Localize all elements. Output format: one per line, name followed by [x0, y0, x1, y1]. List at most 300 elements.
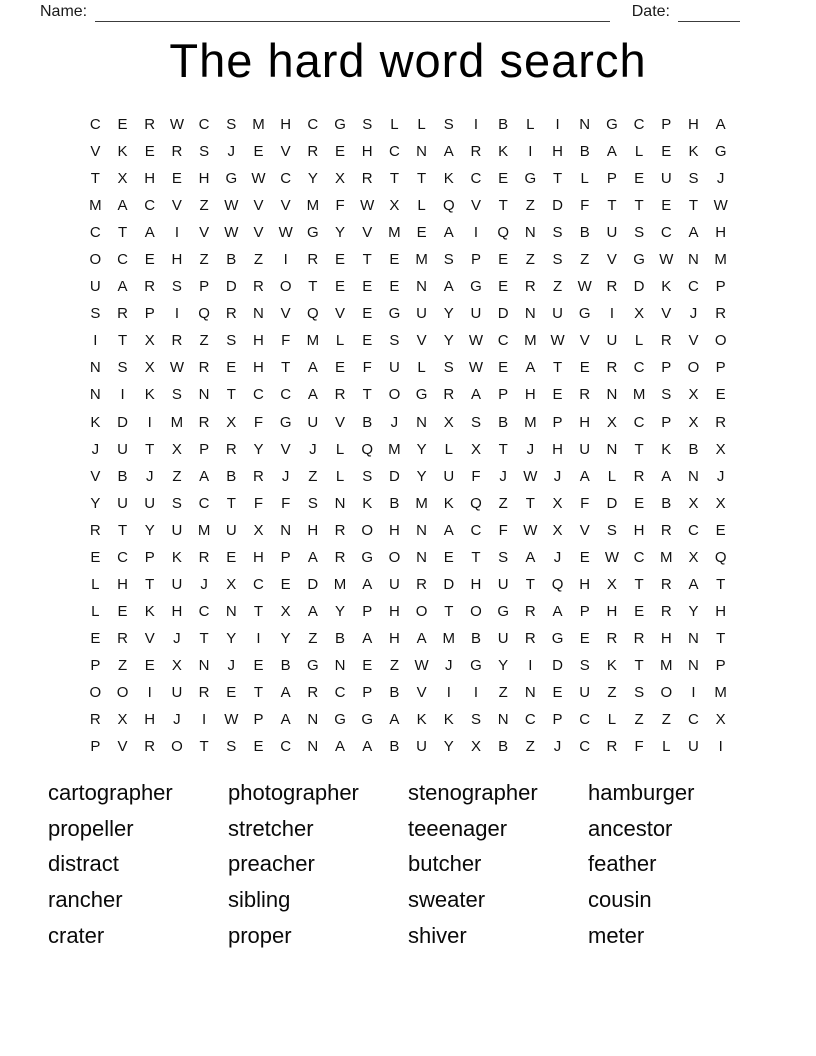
grid-cell: S	[199, 143, 210, 161]
grid-cell: E	[362, 332, 373, 350]
grid-cell: P	[144, 305, 155, 323]
grid-cell: T	[389, 170, 399, 188]
grid-cell: S	[226, 116, 237, 134]
grid-cell: K	[144, 386, 155, 404]
grid-cell: O	[714, 332, 727, 350]
grid-cell: C	[470, 170, 482, 188]
grid-cell: T	[90, 170, 100, 188]
grid-cell: G	[415, 386, 428, 404]
grid-cell: P	[199, 440, 210, 458]
grid-cell: H	[144, 170, 156, 188]
grid-cell: V	[280, 305, 291, 323]
grid-cell: U	[688, 738, 699, 756]
grid-cell: F	[281, 494, 291, 512]
grid-cell: C	[633, 359, 645, 377]
grid-cell: R	[198, 359, 210, 377]
grid-cell: M	[415, 494, 428, 512]
grid-cell: I	[555, 116, 560, 134]
grid-cell: E	[144, 251, 155, 269]
grid-cell: Y	[90, 494, 101, 512]
grid-cell: V	[90, 143, 101, 161]
grid-cell: P	[579, 602, 590, 620]
grid-cell: L	[607, 711, 617, 729]
grid-cell: S	[389, 332, 400, 350]
grid-cell: R	[144, 278, 156, 296]
grid-cell: S	[307, 494, 318, 512]
grid-cell: W	[169, 359, 184, 377]
grid-cell: I	[528, 656, 533, 674]
grid-cell: W	[468, 359, 484, 377]
grid-cell: V	[117, 738, 128, 756]
grid-cell: W	[414, 656, 429, 674]
word-list-item: propeller	[48, 815, 134, 841]
grid-cell: R	[470, 143, 482, 161]
grid-cell: Q	[361, 440, 374, 458]
grid-cell: I	[609, 305, 614, 323]
word-list-item: butcher	[408, 851, 482, 877]
grid-cell: W	[523, 521, 538, 539]
grid-cell: B	[362, 413, 373, 431]
grid-cell: M	[252, 116, 265, 134]
grid-cell: H	[253, 548, 264, 566]
grid-cell: O	[361, 521, 374, 539]
grid-cell: V	[280, 143, 291, 161]
grid-cell: R	[198, 413, 210, 431]
grid-cell: C	[633, 116, 645, 134]
grid-cell: Y	[443, 332, 454, 350]
grid-cell: R	[89, 711, 101, 729]
grid-cell: Z	[607, 684, 617, 701]
grid-cell: M	[306, 332, 320, 350]
word-list-item: meter	[588, 923, 645, 949]
grid-cell: N	[688, 629, 699, 647]
grid-cell: R	[416, 575, 428, 593]
grid-cell: S	[362, 467, 373, 485]
grid-cell: S	[661, 386, 672, 404]
grid-cell: R	[633, 467, 645, 485]
grid-cell: Z	[525, 251, 535, 269]
word-list-column	[48, 775, 228, 954]
grid-cell: J	[716, 170, 725, 188]
grid-cell: E	[579, 359, 590, 377]
word-list-item: hamburger	[588, 779, 695, 805]
grid-cell: A	[280, 711, 291, 729]
grid-cell: U	[388, 575, 400, 593]
grid-cell: L	[662, 738, 671, 756]
grid-cell: Y	[307, 170, 318, 188]
grid-cell: U	[416, 305, 428, 323]
grid-cell: Z	[199, 332, 209, 350]
grid-cell: N	[416, 143, 428, 161]
grid-cell: T	[498, 440, 508, 458]
grid-cell: R	[334, 521, 346, 539]
grid-cell: C	[117, 548, 128, 566]
grid-cell: B	[226, 467, 237, 485]
grid-cell: C	[388, 143, 400, 161]
grid-cell: C	[334, 684, 346, 701]
grid-cell: W	[550, 332, 565, 350]
grid-cell: H	[253, 359, 264, 377]
grid-cell: P	[715, 278, 726, 296]
grid-cell: T	[117, 224, 128, 242]
grid-cell: X	[606, 413, 617, 431]
grid-cell: R	[253, 278, 264, 296]
grid-cell: G	[307, 224, 319, 242]
grid-cell: S	[171, 494, 182, 512]
grid-cell: V	[335, 413, 346, 431]
grid-cell: C	[198, 602, 210, 620]
grid-cell: C	[497, 332, 509, 350]
grid-cell: L	[335, 440, 345, 458]
grid-cell: F	[498, 521, 508, 539]
grid-cell: E	[362, 656, 373, 674]
grid-cell: T	[444, 602, 454, 620]
grid-cell: I	[174, 305, 179, 323]
grid-cell: K	[90, 413, 101, 431]
grid-cell: G	[497, 602, 509, 620]
word-list-item: preacher	[228, 851, 315, 877]
grid-cell: C	[633, 548, 645, 566]
grid-cell: T	[634, 656, 644, 674]
grid-cell: C	[524, 711, 536, 729]
grid-cell: S	[579, 656, 590, 674]
grid-cell: Q	[497, 224, 509, 242]
grid-cell: Z	[172, 467, 182, 485]
grid-cell: A	[307, 386, 318, 404]
grid-cell: B	[688, 440, 699, 458]
grid-cell: V	[470, 197, 481, 215]
grid-cell: P	[715, 656, 726, 674]
grid-cell: N	[334, 494, 346, 512]
grid-cell: V	[335, 305, 346, 323]
word-list-item: rancher	[48, 887, 123, 913]
grid-cell: K	[443, 494, 454, 512]
grid-cell: O	[470, 602, 482, 620]
grid-cell: T	[145, 440, 155, 458]
grid-cell: E	[335, 143, 346, 161]
grid-cell: A	[335, 738, 346, 756]
grid-cell: K	[661, 278, 672, 296]
grid-cell: F	[335, 197, 345, 215]
grid-cell: M	[415, 251, 428, 269]
grid-cell: S	[90, 305, 101, 323]
grid-cell: Y	[443, 305, 454, 323]
grid-cell: L	[91, 575, 100, 593]
grid-cell: C	[198, 494, 210, 512]
grid-cell: U	[552, 305, 563, 323]
grid-cell: C	[688, 521, 699, 539]
grid-cell: M	[306, 197, 320, 215]
grid-cell: N	[416, 548, 428, 566]
grid-cell: W	[224, 197, 239, 215]
grid-cell: A	[362, 738, 373, 756]
grid-cell: I	[174, 224, 179, 242]
grid-cell: T	[552, 359, 563, 377]
grid-cell: A	[389, 711, 400, 729]
grid-cell: U	[497, 629, 509, 647]
grid-cell: V	[579, 521, 590, 539]
grid-cell: T	[362, 386, 372, 404]
grid-cell: V	[171, 197, 182, 215]
grid-cell: L	[335, 467, 345, 485]
grid-cell: X	[117, 711, 128, 729]
grid-cell: G	[606, 116, 618, 134]
word-list-item: photographer	[228, 779, 359, 805]
grid-cell: C	[253, 575, 264, 593]
grid-cell: J	[553, 467, 562, 485]
grid-cell: A	[525, 359, 536, 377]
grid-cell: H	[660, 629, 672, 647]
page-title: The hard word search	[169, 34, 647, 87]
grid-cell: F	[471, 467, 481, 485]
grid-cell: F	[253, 494, 264, 512]
header-row	[40, 2, 740, 22]
grid-cell: F	[634, 738, 644, 756]
grid-cell: A	[443, 143, 454, 161]
grid-cell: L	[607, 467, 617, 485]
grid-cell: E	[498, 170, 509, 188]
word-list-item: feather	[588, 851, 657, 877]
grid-cell: V	[688, 332, 699, 350]
grid-cell: M	[524, 413, 537, 431]
word-list-item: ancestor	[588, 815, 673, 841]
grid-cell: L	[390, 116, 399, 134]
grid-cell: O	[279, 278, 292, 296]
grid-cell: B	[117, 467, 128, 485]
grid-cell: M	[388, 224, 401, 242]
grid-cell: E	[715, 521, 726, 539]
grid-cell: E	[144, 656, 155, 674]
grid-cell: E	[226, 359, 237, 377]
grid-cell: C	[280, 738, 292, 756]
grid-cell: V	[199, 224, 210, 242]
grid-cell: T	[525, 494, 535, 512]
grid-cell: J	[227, 656, 236, 674]
grid-cell: C	[280, 386, 292, 404]
grid-cell: E	[171, 170, 182, 188]
grid-cell: C	[198, 116, 210, 134]
grid-cell: P	[715, 359, 726, 377]
grid-cell: C	[660, 224, 672, 242]
grid-cell: D	[388, 467, 400, 485]
grid-cell: N	[253, 305, 264, 323]
grid-cell: M	[524, 332, 537, 350]
grid-cell: R	[198, 684, 210, 701]
grid-cell: J	[145, 467, 154, 485]
grid-cell: Q	[442, 197, 455, 215]
grid-cell: H	[606, 602, 618, 620]
grid-cell: W	[659, 251, 674, 269]
grid-cell: W	[224, 224, 239, 242]
grid-cell: L	[526, 116, 535, 134]
grid-cell: G	[470, 278, 482, 296]
word-list	[48, 775, 768, 954]
grid-cell: N	[688, 251, 699, 269]
grid-cell: R	[89, 521, 101, 539]
grid-cell: B	[498, 116, 509, 134]
grid-cell: R	[144, 738, 156, 756]
grid-cell: X	[171, 656, 182, 674]
grid-cell: M	[660, 548, 673, 566]
grid-cell: X	[688, 413, 699, 431]
grid-cell: I	[528, 143, 533, 161]
grid-cell: V	[661, 305, 672, 323]
grid-cell: R	[660, 332, 672, 350]
grid-cell: X	[715, 711, 726, 729]
grid-cell: J	[445, 656, 453, 674]
grid-cell: S	[443, 251, 454, 269]
grid-cell: X	[470, 738, 481, 756]
grid-cell: A	[199, 467, 210, 485]
grid-cell: M	[714, 684, 727, 701]
grid-cell: N	[606, 386, 618, 404]
grid-cell: Z	[199, 251, 209, 269]
grid-cell: V	[362, 224, 373, 242]
grid-cell: R	[253, 467, 264, 485]
grid-cell: L	[335, 332, 345, 350]
grid-cell: H	[171, 251, 183, 269]
grid-cell: E	[634, 170, 645, 188]
grid-cell: H	[579, 575, 591, 593]
word-list-column	[228, 775, 408, 954]
grid-cell: D	[552, 197, 563, 215]
grid-cell: Y	[416, 440, 427, 458]
grid-cell: B	[579, 224, 590, 242]
grid-cell: E	[552, 684, 563, 701]
grid-cell: R	[633, 629, 645, 647]
grid-cell: S	[226, 738, 237, 756]
grid-cell: S	[226, 332, 237, 350]
grid-cell: H	[198, 170, 210, 188]
grid-cell: A	[606, 143, 617, 161]
grid-cell: E	[498, 278, 509, 296]
grid-cell: H	[280, 116, 292, 134]
grid-cell: S	[688, 170, 699, 188]
grid-cell: G	[551, 629, 564, 647]
grid-cell: E	[362, 305, 373, 323]
grid-cell: C	[89, 116, 101, 134]
grid-cell: E	[226, 684, 237, 701]
grid-cell: Y	[498, 656, 509, 674]
grid-cell: C	[280, 170, 292, 188]
grid-cell: B	[389, 684, 400, 701]
grid-cell: T	[308, 278, 318, 296]
grid-cell: K	[416, 711, 427, 729]
grid-cell: M	[197, 521, 211, 539]
grid-cell: R	[307, 684, 319, 701]
grid-cell: V	[416, 684, 427, 701]
grid-cell: X	[688, 494, 699, 512]
grid-cell: M	[388, 440, 401, 458]
grid-cell: W	[169, 116, 184, 134]
grid-cell: U	[89, 278, 101, 296]
grid-cell: Z	[498, 494, 508, 512]
grid-cell: A	[416, 629, 427, 647]
grid-cell: T	[253, 602, 264, 620]
grid-cell: H	[144, 711, 156, 729]
grid-cell: X	[715, 494, 726, 512]
grid-cell: T	[716, 575, 726, 593]
grid-cell: H	[579, 413, 591, 431]
grid-cell: X	[171, 440, 182, 458]
grid-cell: E	[498, 359, 509, 377]
grid-cell: M	[89, 197, 102, 215]
grid-cell: R	[225, 440, 237, 458]
grid-cell: A	[280, 684, 291, 701]
grid-cell: X	[389, 197, 400, 215]
grid-cell: N	[688, 656, 699, 674]
grid-cell: H	[715, 224, 727, 242]
grid-cell: E	[715, 386, 726, 404]
grid-cell: C	[470, 521, 482, 539]
grid-cell: G	[578, 305, 591, 323]
grid-cell: O	[388, 548, 401, 566]
grid-cell: G	[388, 305, 401, 323]
grid-cell: I	[473, 224, 479, 242]
grid-cell: H	[470, 575, 482, 593]
grid-cell: V	[579, 332, 590, 350]
grid-cell: T	[117, 521, 128, 539]
grid-cell: U	[497, 575, 509, 593]
grid-cell: T	[199, 738, 209, 756]
grid-cell: O	[660, 684, 673, 701]
grid-cell: U	[660, 170, 672, 188]
grid-cell: E	[579, 548, 590, 566]
grid-cell: V	[253, 197, 264, 215]
grid-cell: G	[714, 143, 727, 161]
grid-cell: U	[388, 359, 400, 377]
grid-cell: T	[253, 684, 264, 701]
grid-cell: Z	[308, 629, 318, 647]
grid-cell: L	[444, 440, 453, 458]
date-label: Date:	[631, 3, 670, 20]
grid-cell: O	[171, 738, 183, 756]
grid-cell: X	[470, 440, 481, 458]
grid-cell: X	[144, 332, 155, 350]
grid-cell: U	[606, 224, 618, 242]
grid-cell: R	[715, 305, 727, 323]
grid-cell: X	[335, 170, 346, 188]
grid-cell: N	[307, 711, 319, 729]
grid-cell: Z	[389, 656, 399, 674]
grid-cell: D	[443, 575, 455, 593]
grid-cell: E	[552, 386, 563, 404]
grid-cell: Z	[634, 711, 644, 729]
grid-cell: G	[334, 116, 346, 134]
grid-cell: Q	[470, 494, 482, 512]
grid-cell: D	[117, 413, 128, 431]
grid-cell: V	[416, 332, 427, 350]
grid-cell: X	[552, 494, 563, 512]
grid-cell: P	[470, 251, 481, 269]
grid-cell: H	[388, 629, 400, 647]
grid-cell: R	[307, 251, 319, 269]
grid-cell: J	[716, 467, 725, 485]
grid-cell: G	[307, 656, 319, 674]
grid-cell: M	[714, 251, 727, 269]
grid-cell: C	[633, 413, 645, 431]
grid-cell: T	[281, 359, 291, 377]
grid-cell: T	[226, 386, 236, 404]
word-list-item: stenographer	[408, 779, 538, 805]
grid-cell: A	[579, 467, 590, 485]
grid-cell: T	[716, 629, 726, 647]
grid-cell: X	[688, 386, 699, 404]
grid-cell: O	[89, 684, 102, 701]
grid-cell: C	[89, 224, 101, 242]
grid-cell: B	[470, 629, 481, 647]
grid-cell: A	[443, 521, 454, 539]
